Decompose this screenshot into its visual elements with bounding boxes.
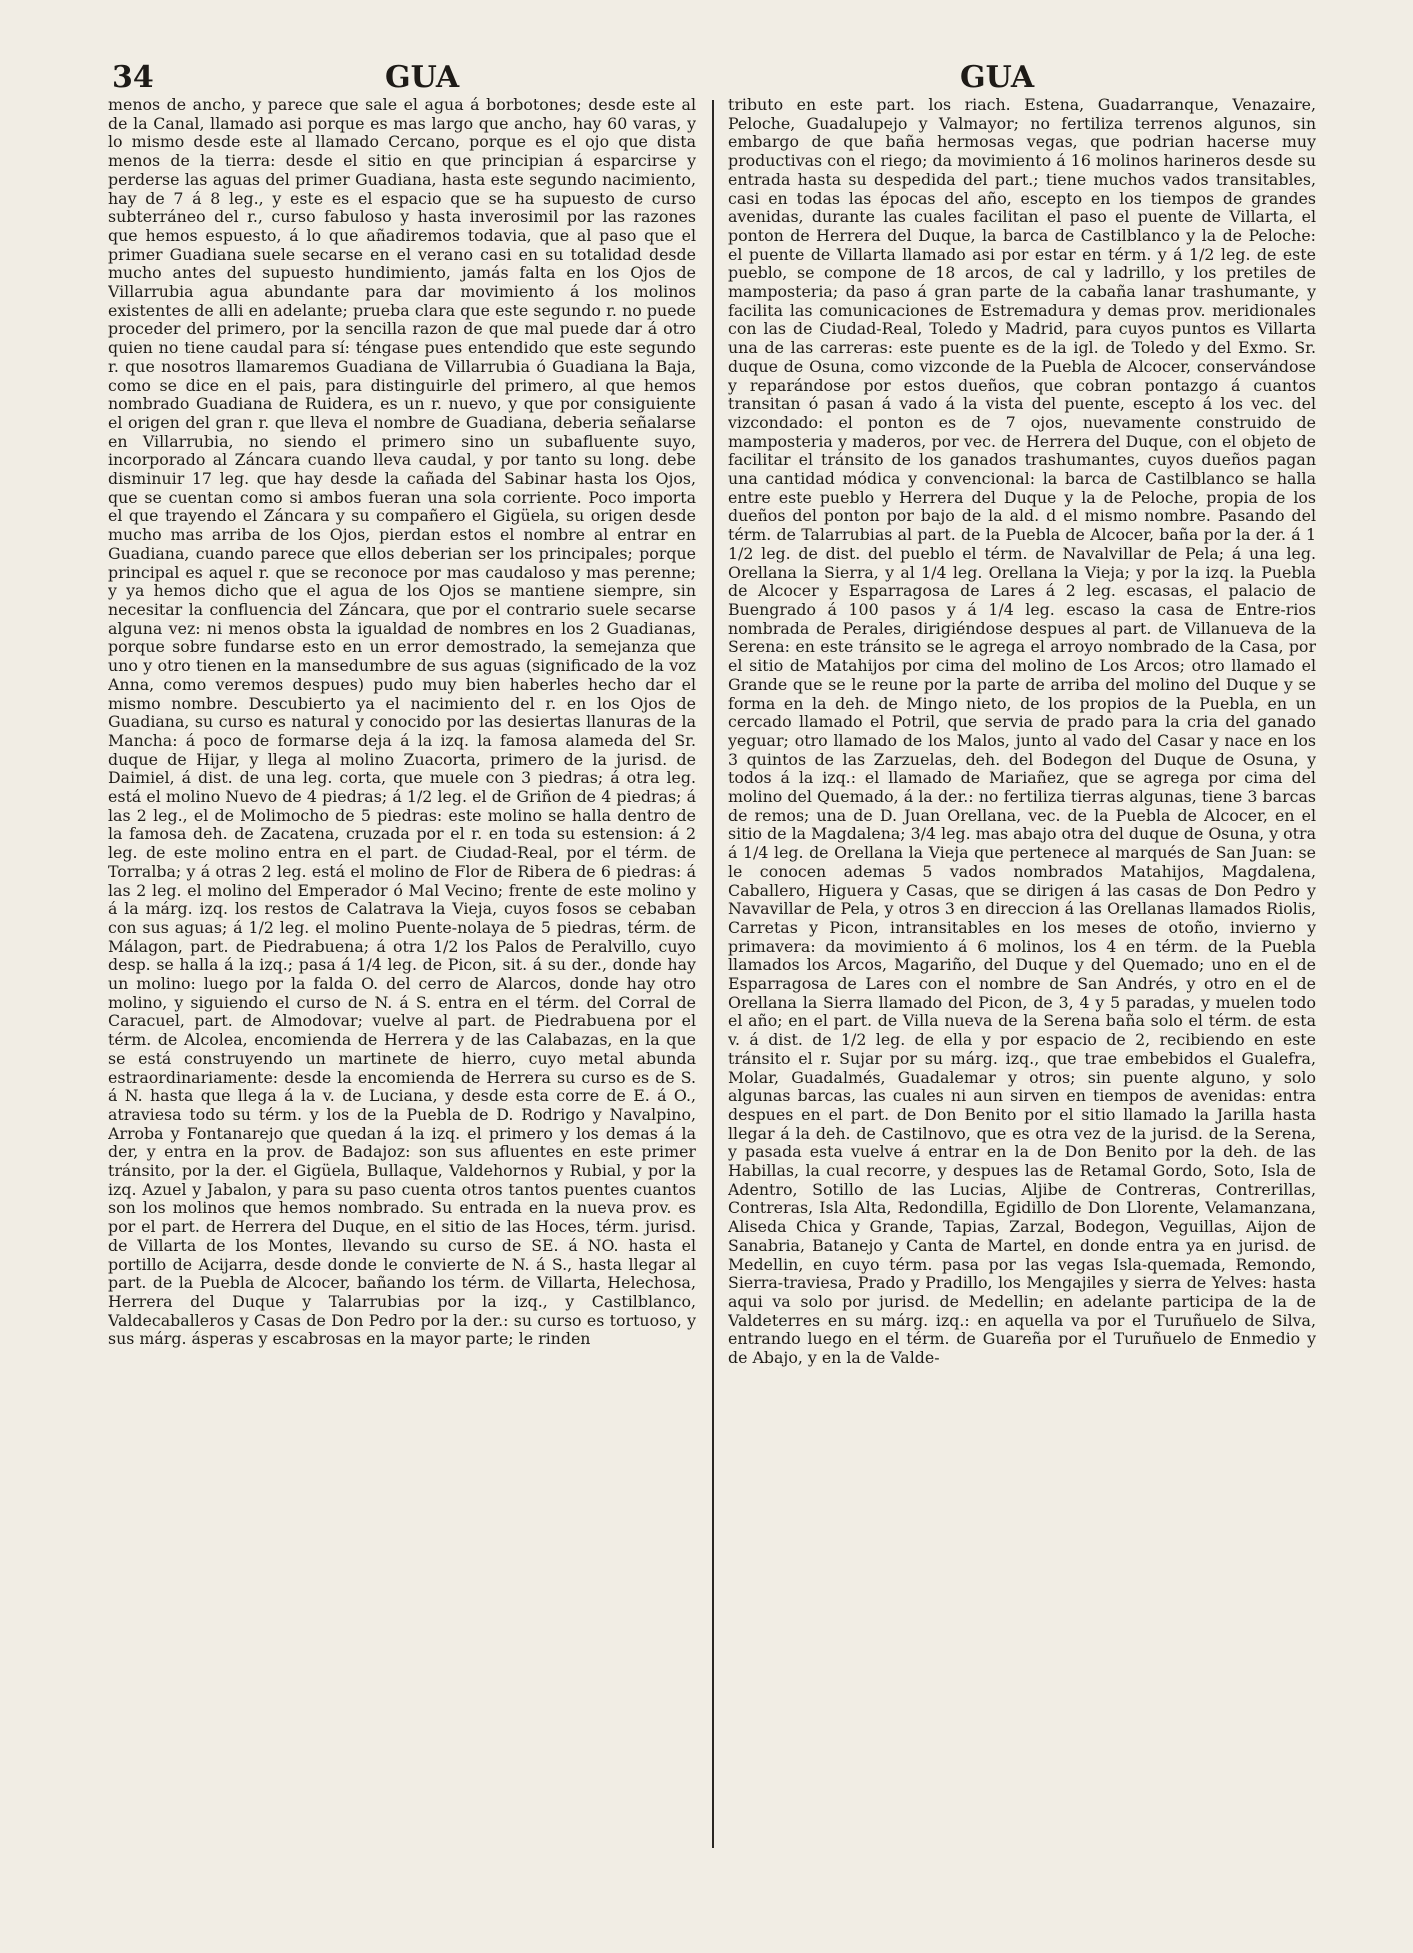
column-divider [712, 100, 714, 1848]
running-head-right: GUA [960, 60, 1035, 95]
right-column-text: tributo en este part. los riach. Estena, Guadarranque, Venazaire, Peloche, Guadalupejo y Valmayor; no fertiliza terrenos algunos, sin embargo de que baña hermosas vegas, que podrian hacerse muy productivas con el riego; da movimiento á 16 molinos harineros desde su entrada hasta su despedida del part.; tiene muchos vados transitables, casi en todas las épocas del año, escepto en los tiempos de grandes avenidas, durante las cuales facilitan el paso el puente de Villarta, el ponton de Herrera del Duque, la barca de Castilblanco y la de Peloche: el puente de Villarta llamado asi por estar en térm. y á 1/2 leg. de este pueblo, se compone de 18 arcos, de cal y ladrillo, y los pretiles de mamposteria; da paso á gran parte de la cabaña lanar trashumante, y facilita las comunicaciones de Estremadura y demas prov. meridionales con las de Ciudad-Real, Toledo y Madrid, para cuyos puntos es Villarta una de las carreras: este puente es de la igl. de Toledo y del Exmo. Sr. duque de Osuna, como vizconde de la Puebla de Alcocer, conservándose y reparándose por estos dueños, que cobran pontazgo á cuantos transitan ó pasan á vado á la vista del puente, escepto á los vec. del vizcondado: el ponton es de 7 ojos, nuevamente construido de mamposteria y maderos, por vec. de Herrera del Duque, con el objeto de facilitar el tránsito de los ganados trashumantes, cuyos dueños pagan una cantidad módica y convencional: la barca de Castilblanco se halla entre este pueblo y Herrera del Duque y la de Peloche, propia de los dueños del ponton por bajo de la ald. d el mismo nombre. Pasando del térm. de Talarrubias al part. de la Puebla de Alcocer, baña por la der. á 1 1/2 leg. de dist. del pueblo el térm. de Navalvillar de Pela; á una leg. Orellana la Sierra, y al 1/4 leg. Orellana la Vieja; y por la izq. la Puebla de Alcocer y Esparragosa de Lares á 2 leg. escasas, el palacio de Buengrado á 100 pasos y á 1/4 leg. escaso la casa de Entre-rios nombrada de Perales, dirigiéndose despues al part. de Villanueva de la Serena: en este tránsito se le agrega el arroyo nombrado de la Casa, por el sitio de Matahijos por cima del molino de Los Arcos; otro llamado el Grande que se le reune por la parte de arriba del molino del Duque y se forma en la deh. de Mingo nieto, de los propios de la Puebla, en un cercado llamado el Potril, que servia de prado para la cria del ganado yeguar; otro llamado de los Malos, junto al vado del Casar y nace en los 3 quintos de las Zarzuelas, deh. del Bodegon del Duque de Osuna, y todos á la izq.: el llamado de Mariañez, que se agrega por cima del molino del Quemado, á la der.: no fertiliza tierras algunas, tiene 3 barcas de remos; una de D. Juan Orellana, vec. de la Puebla de Alcocer, en el sitio de la Magdalena; 3/4 leg. mas abajo otra del duque de Osuna, y otra á 1/4 leg. de Orellana la Vieja que pertenece al marqués de San Juan: se le conocen ademas 5 vados nombrados Matahijos, Magdalena, Caballero, Higuera y Casas, que se dirigen á las casas de Don Pedro y Navavillar de Pela, y otros 3 en direccion á las Orellanas llamados Riolis, Carretas y Picon, intransitables en los meses de otoño, invierno y primavera: da movimiento á 6 molinos, los 4 en térm. de la Puebla llamados los Arcos, Magariño, del Duque y del Quemado; uno en el de Esparragosa de Lares con el nombre de San Andrés, y otro en el de Orellana la Sierra llamado del Picon, de 3, 4 y 5 paradas, y muelen todo el año; en el part. de Villa nueva de la Serena baña solo el térm. de esta v. á dist. de 1/2 leg. de ella y por espacio de 2, recibiendo en este tránsito el r. Sujar por su márg. izq., que trae embebidos el Gualefra, Molar, Guadalmés, Guadalemar y otros; sin puente alguno, y solo algunas barcas, las cuales ni aun sirven en tiempos de avenidas: entra despues en el part. de Don Benito por el sitio llamado la Jarilla hasta llegar á la deh. de Castilnovo, que es otra vez de la jurisd. de la Serena, y pasada esta vuelve á entrar en la de Don Benito por la deh. de las Habillas, la cual recorre, y despues las de Retamal Gordo, Soto, Isla de Adentro, Sotillo de las Lucias, Aljibe de Contreras, Contrerillas, Contreras, Isla Alta, Redondilla, Egidillo de Don Llorente, Velamanzana, Aliseda Chica y Grande, Tapias, Zarzal, Bodegon, Veguillas, Aijon de Sanabria, Batanejo y Canta de Martel, en donde entra ya en jurisd. de Medellin, en cuyo térm. pasa por las vegas Isla-quemada, Remondo, Sierra-traviesa, Prado y Pradillo, los Mengajiles y sierra de Yelves: hasta aqui va solo por jurisd. de Medellin; en adelante participa de la de Valdeterres en su márg. izq.: en aquella va por el Turuñuelo de Silva, entrando luego en el térm. de Guareña por el Turuñuelo de Enmedio y de Abajo, y en la de Valde- [728, 96, 1316, 1368]
running-head-left: GUA [385, 60, 460, 95]
left-column [108, 96, 696, 1936]
left-column-text: menos de ancho, y parece que sale el agua á borbotones; desde este al de la Canal, llamado asi porque es mas largo que ancho, hay 60 varas, y lo mismo desde este al llamado Cercano, porque es el ojo que dista menos de la tierra: desde el sitio en que principian á esparcirse y perderse las aguas del primer Guadiana, hasta este segundo nacimiento, hay de 7 á 8 leg., y este es el espacio que se ha supuesto de curso subterráneo del r., curso fabuloso y hasta inverosimil por las razones que hemos espuesto, á lo que añadiremos todavia, que al paso que el primer Guadiana suele secarse en el verano casi en su totalidad desde mucho antes del supuesto hundimiento, jamás falta en los Ojos de Villarrubia agua abundante para dar movimiento á los molinos existentes de alli en adelante; prueba clara que este segundo r. no puede proceder del primero, por la sencilla razon de que mal puede dar á otro quien no tiene caudal para sí: téngase pues entendido que este segundo r. que nosotros llamaremos Guadiana de Villarrubia ó Guadiana la Baja, como se dice en el pais, para distinguirle del primero, al que hemos nombrado Guadiana de Ruidera, es un r. nuevo, y que por consiguiente el origen del gran r. que lleva el nombre de Guadiana, deberia señalarse en Villarrubia, no siendo el primero sino un subafluente suyo, incorporado al Záncara cuando lleva caudal, y por tanto su long. debe disminuir 17 leg. que hay desde la cañada del Sabinar hasta los Ojos, que se cuentan como si ambos fueran una sola corriente. Poco importa el que trayendo el Záncara y su compañero el Gigüela, su origen desde mucho mas arriba de los Ojos, pierdan estos el nombre al entrar en Guadiana, cuando parece que ellos deberian ser los principales; porque principal es aquel r. que se reconoce por mas caudaloso y mas perenne; y ya hemos dicho que el agua de los Ojos se mantiene siempre, sin necesitar la confluencia del Záncara, que por el contrario suele secarse alguna vez: ni menos obsta la igualdad de nombres en los 2 Guadianas, porque sobre fundarse esto en un error demostrado, la semejanza que uno y otro tienen en la mansedumbre de sus aguas (significado de la voz Anna, como veremos despues) pudo muy bien haberles hecho dar el mismo nombre. Descubierto ya el nacimiento del r. en los Ojos de Guadiana, su curso es natural y conocido por las desiertas llanuras de la Mancha: á poco de formarse deja á la izq. la famosa alameda del Sr. duque de Hijar, y llega al molino Zuacorta, primero de la jurisd. de Daimiel, á dist. de una leg. corta, que muele con 3 piedras; á otra leg. está el molino Nuevo de 4 piedras; á 1/2 leg. el de Griñon de 4 piedras; á las 2 leg., el de Molimocho de 5 piedras: este molino se halla dentro de la famosa deh. de Zacatena, cruzada por el r. en toda su estension: á 2 leg. de este molino entra en el part. de Ciudad-Real, por el térm. de Torralba; y á otras 2 leg. está el molino de Flor de Ribera de 6 piedras: á las 2 leg. el molino del Emperador ó Mal Vecino; frente de este molino y á la márg. izq. los restos de Calatrava la Vieja, cuyos fosos se cebaban con sus aguas; á 1/2 leg. el molino Puente-nolaya de 5 piedras, térm. de Málagon, part. de Piedrabuena; á otra 1/2 los Palos de Peralvillo, cuyo desp. se halla á la izq.; pasa á 1/4 leg. de Picon, sit. á su der., donde hay un molino: luego por la falda O. del cerro de Alarcos, donde hay otro molino, y siguiendo el curso de N. á S. entra en el térm. del Corral de Caracuel, part. de Almodovar; vuelve al part. de Piedrabuena por el térm. de Alcolea, encomienda de Herrera y de las Calabazas, en la que se está construyendo un martinete de hierro, cuyo metal abunda estraordinariamente: desde la encomienda de Herrera su curso es de S. á N. hasta que llega á la v. de Luciana, y desde esta corre de E. á O., atraviesa todo su térm. y los de la Puebla de D. Rodrigo y Navalpino, Arroba y Fontanarejo que quedan á la izq. el primero y los demas á la der, y entra en la prov. de Badajoz: son sus afluentes en este primer tránsito, por la der. el Gigüela, Bullaque, Valdehornos y Rubial, y por la izq. Azuel y Jabalon, y para su paso cuenta otros tantos puentes cuantos son los molinos que hemos nombrado. Su entrada en la nueva prov. es por el part. de Herrera del Duque, en el sitio de las Hoces, térm. jurisd. de Villarta de los Montes, llevando su curso de SE. á NO. hasta el portillo de Acijarra, desde donde le convierte de N. á S., hasta llegar al part. de la Puebla de Alcocer, bañando los térm. de Villarta, Helechosa, Herrera del Duque y Talarrubias por la izq., y Castilblanco, Valdecaballeros y Casas de Don Pedro por la der.: su curso es tortuoso, y sus márg. ásperas y escabrosas en la mayor parte; le rinden [108, 96, 696, 1349]
right-column [728, 96, 1316, 1936]
page-number: 34 [112, 60, 154, 95]
